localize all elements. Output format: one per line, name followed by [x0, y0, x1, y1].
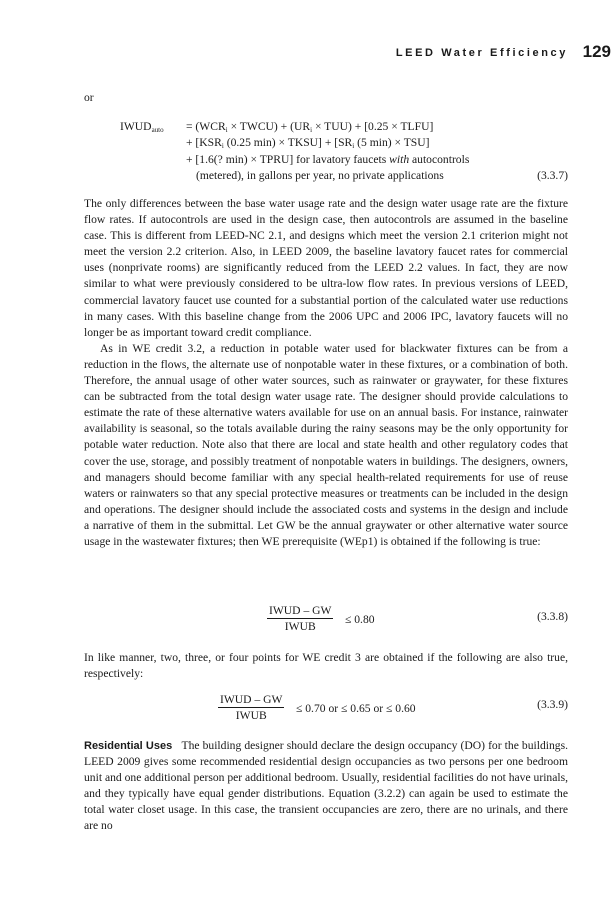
fraction-denominator: IWUB — [284, 620, 316, 633]
section-run-in-heading: Residential Uses — [84, 740, 173, 752]
equation-3-3-9-rhs: ≤ 0.70 or ≤ 0.65 or ≤ 0.60 — [296, 702, 416, 715]
equation-3-3-8-fraction — [267, 604, 333, 633]
running-title: LEED Water Efficiency — [395, 47, 568, 59]
equation-line-2: + [$KSR_i$ (0.25 min) × TKSU] + [$SR_i$ (5 min) × TSU] — [186, 136, 430, 150]
paragraph-residential-uses — [84, 738, 568, 835]
paragraph-flow-rates: The only differences between the base water usage rate and the design water usage rate are the fixture flow rates. If autocontrols are used in the design case, then autocontrols are assumed in the baseline case. This is different from LEED-NC 2.1, and designs which meet the version 2.1 criterion might not meet the version 2.2 criterion. Also, in LEED 2009, the baseline lavatory faucet rates for commercial uses (nonprivate rooms) are significantly reduced from the LEED 2.2 values. In fact, they are now similar to what were previously considered to be ultra-low flow rates. In previous versions of LEED, commercial lavatory faucet use counted for a substantial portion of the calculated water use reductions in many cases. With this baseline change from the 2006 UPC and 2006 IPC, lavatory faucets will no longer be as important toward credit compliance. — [84, 197, 568, 339]
equation-3-3-9-fraction — [218, 693, 284, 722]
fraction-denominator: IWUB — [235, 709, 267, 722]
equation-3-3-8-number: (3.3.8) — [537, 610, 568, 623]
or-text: or — [84, 91, 94, 104]
paragraph-graywater: As in WE credit 3.2, a reduction in potable water used for blackwater fixtures can be from a reduction in the flows, the alternate use of nonpotable water in these fixtures, or a combination of both. Therefore, the annual usage of other water sources, such as rainwater or graywater, for these fixtures can be subtracted from the total design water usage rate. The designer should provide calculations to estimate the rate of these alternative waters available for use on an annual basis. For instance, rainwater availability is seasonal, so the totals available during the rainy seasons may be the only opportunity for potable water reduction. Note also that there are local and state health and other regulatory codes that cover the use, storage, and possibly treatment of nonpotable waters in buildings. The designers, owners, and managers should become familiar with any special health-related requirements for use of reuse waters or rainwaters so that any special protective measures or treatments can be included in the design and operations. The designer should include the associated costs and systems in the design and include a narrative of them in the submittal. Let GW be the annual graywater or other alternative water source usage in the wastewater fixtures; then WE prerequisite (WEp1) is obtained if the following is true: — [84, 341, 568, 548]
equation-line-4: (metered), in gallons per year, no private applications — [196, 169, 444, 182]
equation-lhs: $IWUD_{auto}$ — [120, 120, 164, 134]
equation-line-1: = ($WCR_i$ × TWCU) + $(UR_i \times TUU) + [0.25$ × TLFU] — [186, 120, 434, 134]
equation-3-3-8-rhs: ≤ 0.80 — [345, 613, 375, 626]
page-header — [0, 44, 614, 64]
page-number: 129 — [582, 42, 611, 61]
fraction-numerator: IWUD – GW — [269, 604, 332, 617]
body-text-block — [84, 196, 568, 550]
equation-number: (3.3.7) — [537, 169, 568, 182]
equation-3-3-9-number: (3.3.9) — [537, 698, 568, 711]
paragraph-like-manner: In like manner, two, three, or four points for WE credit 3 are obtained if the following are also true, respectively: — [84, 651, 568, 681]
equation-line-3: + [1.6(? min) × TPRU] for lavatory faucets with autocontrols — [186, 153, 470, 166]
residential-uses-text: The building designer should declare the design occupancy (DO) for the buildings. LEED 2009 gives some recommended residential design occupancies as two persons per one bedroom unit and one additional person per additional bedroom. Usually, residential facilities do not have urinals, and they typically have equal gender distributions. Equation (3.2.2) can again be used to estimate the total water closet usage. In this case, the transient occupancies are zero, there are no urinals, and there are no — [84, 739, 568, 833]
fraction-numerator: IWUD – GW — [220, 693, 283, 706]
